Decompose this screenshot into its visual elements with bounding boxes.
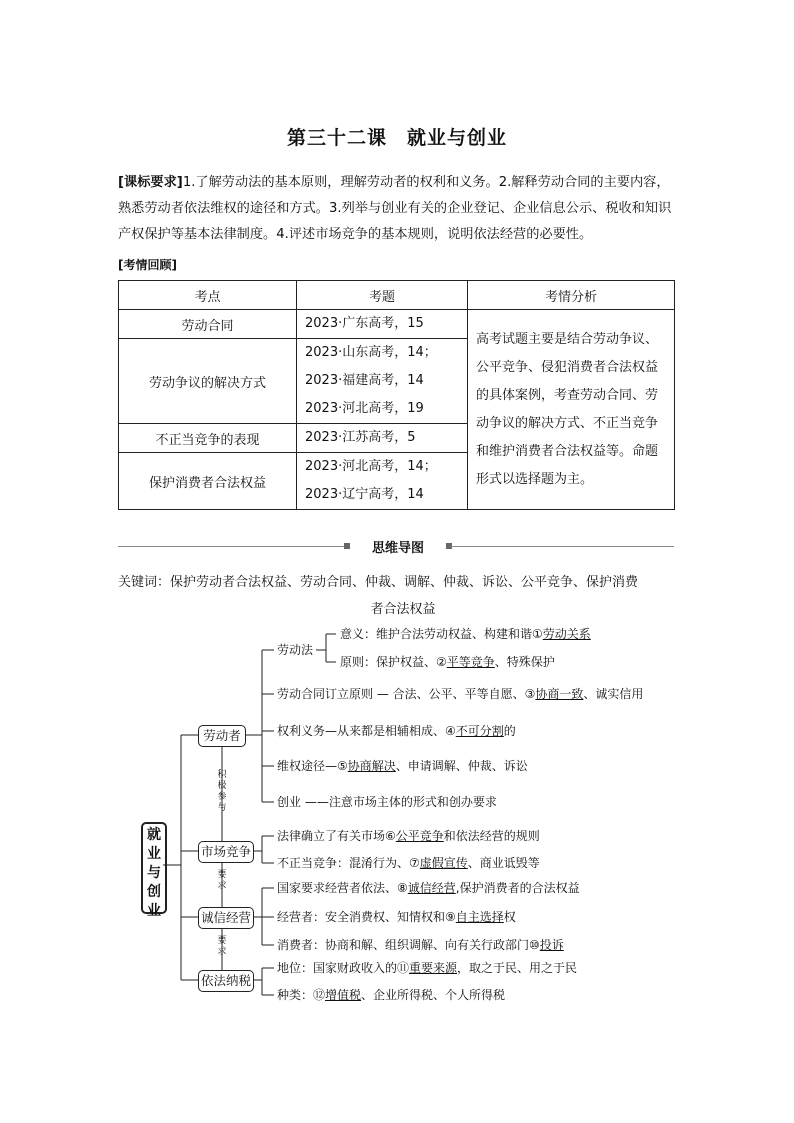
leaf-tax-status: 地位：国家财政收入的⑪重要来源，取之于民、用之于民 (277, 961, 578, 975)
exam-item: 2023·辽宁高考，14 (305, 487, 424, 502)
node-pay-taxes: 依法纳税 (198, 970, 254, 992)
requirements-tag: [课标要求] (118, 175, 183, 190)
page-title: 第三十二课 就业与创业 (286, 127, 507, 149)
leaf-contract-principle: 劳动合同订立原则 — 合法、公平、平等自愿、③协商一致、诚实信用 (277, 687, 644, 701)
exam-item: 2023·山东高考，14； (305, 345, 437, 360)
label-labor-law: 劳动法 (277, 643, 314, 657)
header-exam: 考题 (297, 281, 468, 310)
exam-item: 2023·福建高考，14 (305, 373, 424, 388)
leaf-entrepreneurship: 创业 ——注意市场主体的形式和创办要求 (277, 795, 497, 809)
header-point: 考点 (119, 281, 297, 310)
exam-item: 2023·河北高考，14； (305, 459, 437, 474)
exam-analysis: 高考试题主要是结合劳动争议、公平竞争、侵犯消费者合法权益的具体案例，考查劳动合同、劳动争议的解决方式、不正当竞争和维护消费者合法权益等。命题形式以选择题为主。 (468, 310, 675, 510)
exam-point: 劳动争议的解决方式 (119, 339, 297, 424)
leaf-operator: 经营者：安全消费权、知情权和⑨自主选择权 (277, 910, 516, 924)
link-label-require-1: 要 求 (217, 870, 227, 891)
leaf-rights-duties: 权利义务—从来都是相辅相成、④不可分割的 (277, 724, 516, 738)
section-title: 思维导图 (371, 541, 424, 556)
leaf-consumer: 消费者：协商和解、组织调解、向有关行政部门⑩投诉 (277, 938, 564, 952)
leaf-unfair-competition: 不正当竞争：混淆行为、⑦虚假宣传、商业诋毁等 (277, 856, 540, 870)
exam-item: 2023·河北高考，19 (305, 401, 424, 416)
keywords-line-1: 关键词：保护劳动者合法权益、劳动合同、仲裁、调解、仲裁、诉讼、公平竞争、保护消费 (118, 575, 639, 590)
leaf-state-requirement: 国家要求经营者依法、⑧诚信经营,保护消费者的合法权益 (277, 881, 580, 895)
node-honest-business: 诚信经营 (198, 907, 254, 929)
link-label-require-2: 要 求 (217, 936, 227, 957)
leaf-market-law: 法律确立了有关市场⑥公平竞争和依法经营的规则 (277, 829, 540, 843)
requirements-text: 1.了解劳动法的基本原则，理解劳动者的权利和义务。2.解释劳动合同的主要内容，熟悉劳动者依法维权的途径和方式。3.列举与创业有关的企业登记、企业信息公示、税收和知识产权保护等基本法律制度。4.评述市场竞争的基本规则，说明依法经营的必要性。 (118, 175, 672, 242)
leaf-principle: 原则：保护权益、②平等竞争、特殊保护 (340, 655, 555, 669)
node-laborer: 劳动者 (198, 725, 246, 747)
exam-point: 保护消费者合法权益 (119, 453, 297, 510)
keywords-line-2: 者合法权益 (370, 602, 436, 617)
header-analysis: 考情分析 (468, 281, 675, 310)
exam-point: 不正当竞争的表现 (119, 424, 297, 453)
exam-item: 2023·广东高考，15 (305, 316, 424, 331)
exam-item: 2023·江苏高考，5 (305, 430, 416, 445)
node-market-competition: 市场竞争 (198, 841, 254, 863)
leaf-tax-types: 种类：⑫增值税、企业所得税、个人所得税 (277, 988, 506, 1002)
exam-review-label: [考情回顾] (118, 258, 177, 272)
exam-point: 劳动合同 (119, 310, 297, 339)
leaf-significance: 意义：维护合法劳动权益、构建和谐①劳动关系 (340, 627, 591, 641)
link-label-participate: 积 极 参 与 (217, 770, 227, 813)
leaf-rights-protection: 维权途径—⑤协商解决、申请调解、仲裁、诉讼 (277, 759, 528, 773)
mindmap-root: 就 业 与 创 业 (141, 822, 167, 914)
